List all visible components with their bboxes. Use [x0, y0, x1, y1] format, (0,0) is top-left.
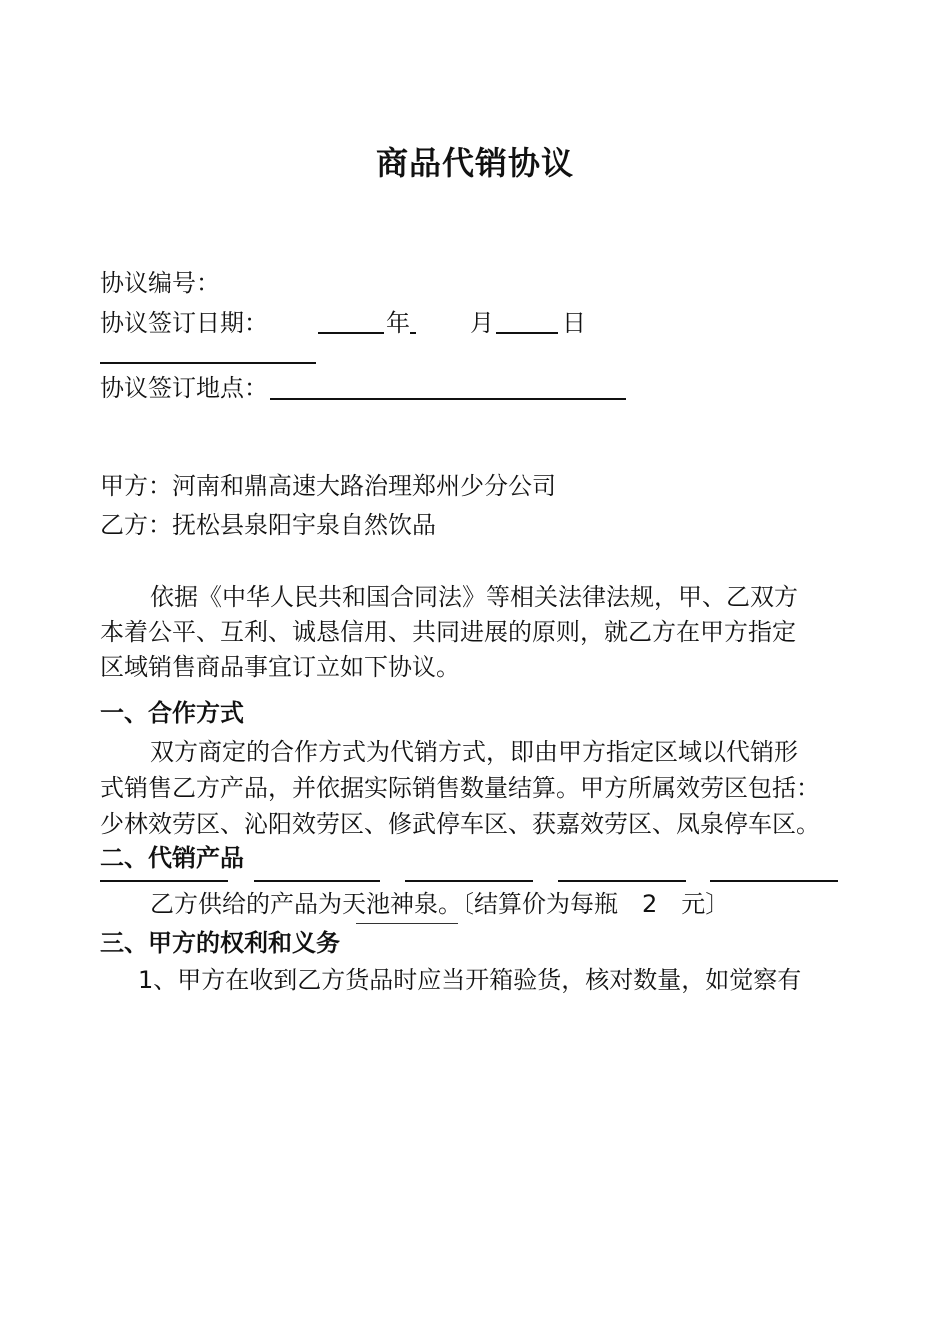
date-continuation-blank [100, 362, 316, 364]
section-heading: 二、代销产品 [100, 844, 244, 872]
price-underline [356, 923, 458, 924]
year-tail-blank [410, 332, 416, 334]
preamble-line: 依据《中华人民共和国合同法》等相关法律法规，甲、乙双方 [150, 583, 798, 611]
blank-line [254, 880, 380, 882]
agreement-no-label: 协议编号： [100, 269, 220, 297]
section-line: 式销售乙方产品，并依据实际销售数量结算。甲方所属效劳区包括： [100, 774, 820, 802]
month-label: 月 [470, 309, 494, 337]
preamble-line: 本着公平、互利、诚恳信用、共同进展的原则，就乙方在甲方指定 [100, 618, 796, 646]
section-line: 少林效劳区、沁阳效劳区、修武停车区、获嘉效劳区、凤泉停车区。 [100, 810, 820, 838]
sign-place-blank [270, 398, 626, 400]
section-line: 1、甲方在收到乙方货品时应当开箱验货，核对数量，如觉察有 [138, 966, 802, 994]
party-b: 乙方：抚松县泉阳宇泉自然饮品 [100, 511, 436, 539]
sign-place-label: 协议签订地点： [100, 374, 268, 402]
preamble-line: 区域销售商品事宜订立如下协议。 [100, 653, 460, 681]
section-heading: 三、甲方的权利和义务 [100, 929, 340, 957]
year-label: 年 [386, 309, 410, 337]
section-line: 双方商定的合作方式为代销方式，即由甲方指定区域以代销形 [150, 738, 798, 766]
blank-line [100, 880, 228, 882]
section-line: 乙方供给的产品为天池神泉。〔结算价为每瓶 2 元〕 [150, 890, 730, 918]
party-a: 甲方：河南和鼎高速大路治理郑州少分公司 [100, 472, 556, 500]
document-title: 商品代销协议 [375, 144, 574, 182]
month-blank [496, 332, 558, 334]
year-blank [318, 332, 384, 334]
sign-date-label: 协议签订日期： [100, 309, 268, 337]
blank-line [558, 880, 686, 882]
blank-line [710, 880, 838, 882]
section-heading: 一、合作方式 [100, 699, 244, 727]
day-label: 日 [562, 309, 586, 337]
blank-line [405, 880, 533, 882]
